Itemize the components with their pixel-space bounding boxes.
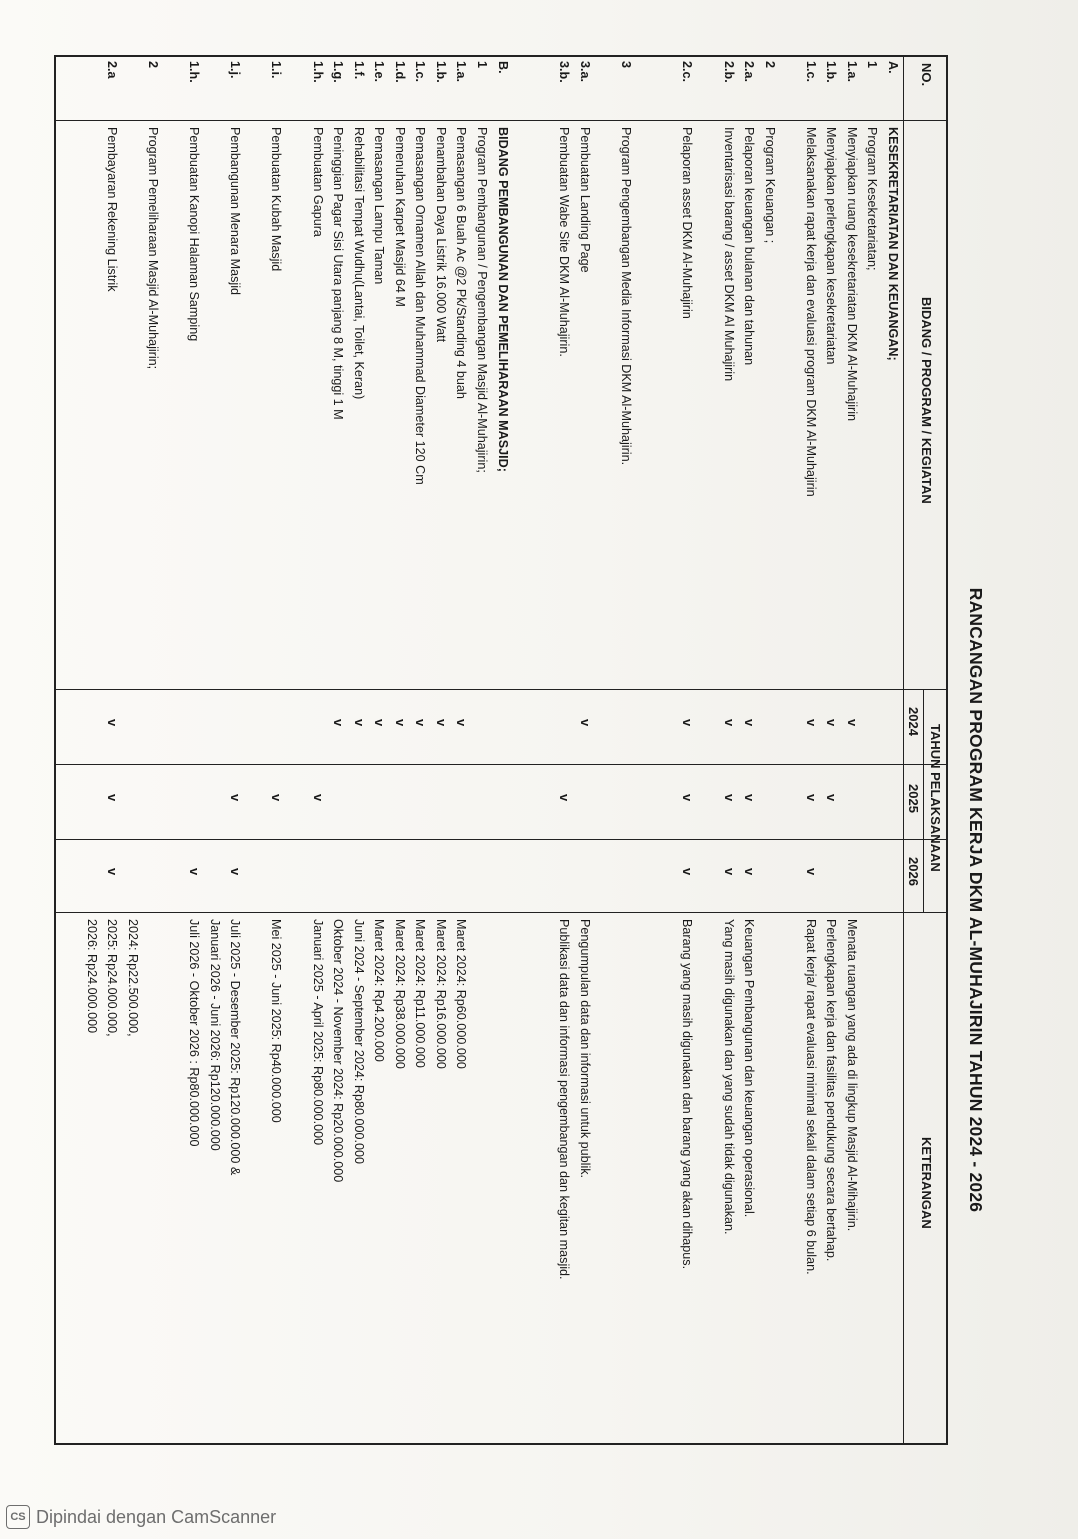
check-mark-icon: v xyxy=(557,794,573,802)
keterangan-note: Pengumpulan data dan informasi untuk publik. xyxy=(577,919,592,1179)
header-divider xyxy=(923,689,924,912)
keterangan-note: Perlengkapan kerja dan fasilitas pendukung secara bertahap. xyxy=(824,919,839,1262)
keterangan-note: Juli 2026 - Oktober 2026 : Rp80.000.000 xyxy=(187,919,202,1147)
keterangan-note: 2026: Rp24.000.000 xyxy=(84,919,99,1034)
row-number: 2.a. xyxy=(742,61,757,83)
keterangan-note: 2025: Rp24.000.000, xyxy=(105,919,120,1037)
program-item: Pembayaran Rekening Listrik xyxy=(105,127,120,292)
check-mark-icon: v xyxy=(310,794,326,802)
keterangan-note: Maret 2024: Rp4.200.000 xyxy=(372,919,387,1062)
check-mark-icon: v xyxy=(454,719,470,727)
program-table xyxy=(54,55,948,1445)
check-mark-icon: v xyxy=(824,719,840,727)
check-mark-icon: v xyxy=(372,719,388,727)
row-number: 3 xyxy=(618,61,633,69)
keterangan-note: Maret 2024: Rp38.000.000 xyxy=(392,919,407,1069)
program-item: Pembuatan Kubah Masjid xyxy=(269,127,284,272)
program-item: Pemenuhan Karpet Masjid 64 M xyxy=(392,127,407,307)
program-item: Pemasangan 6 Buah Ac @2 Pk/Standing 4 buah xyxy=(454,127,469,399)
keterangan-note: Oktober 2024 - November 2024: Rp20.000.000 xyxy=(331,919,346,1183)
program-item: Program Pembangunan / Pengembangan Masjid Al-Muhajirin; xyxy=(475,127,489,473)
row-number: 2 xyxy=(146,61,161,69)
row-number: 1.a. xyxy=(454,61,469,83)
check-mark-icon: v xyxy=(721,868,737,876)
col-divider xyxy=(56,839,946,840)
keterangan-note: Maret 2024: Rp60.000.000 xyxy=(454,919,469,1069)
row-number: 1.b. xyxy=(824,61,839,83)
check-mark-icon: v xyxy=(269,794,285,802)
scanner-text: Dipindai dengan CamScanner xyxy=(36,1506,277,1527)
check-mark-icon: v xyxy=(742,868,758,876)
row-number: 1 xyxy=(475,61,489,69)
check-mark-icon: v xyxy=(105,719,121,727)
program-item: KESEKRETARIATAN DAN KEUANGAN; xyxy=(886,127,900,361)
header-year-2025: 2025 xyxy=(906,784,921,813)
row-number: 1.c. xyxy=(803,61,818,83)
check-mark-icon: v xyxy=(844,719,860,727)
program-item: Program Kesekretariatan; xyxy=(865,127,880,271)
check-mark-icon: v xyxy=(824,794,840,802)
program-item: Peninggian Pagar Sisi Utara panjang 8 M, tinggi 1 M xyxy=(331,127,346,420)
check-mark-icon: v xyxy=(105,868,121,876)
check-mark-icon: v xyxy=(105,794,121,802)
row-number: 2.a xyxy=(105,61,120,79)
check-mark-icon: v xyxy=(721,794,737,802)
program-item: Program Pengembangan Media Informasi DKM Al-Muhajirin. xyxy=(618,127,633,466)
program-item: Pelaporan asset DKM Al-Muhajirin xyxy=(680,127,695,319)
col-divider xyxy=(56,689,946,690)
col-divider xyxy=(56,120,946,121)
keterangan-note: Januari 2026 - Juni 2026: Rp120.000.000 xyxy=(207,919,222,1151)
header-keterangan: KETERANGAN xyxy=(919,1137,934,1229)
row-number: 1.e. xyxy=(372,61,387,83)
program-item: Penambahan Daya Listrik 16.000 Watt xyxy=(433,127,448,343)
row-number: 1.j. xyxy=(228,61,243,79)
program-item: Pembuatan Wabe Site DKM Al-Muhajirin. xyxy=(557,127,572,357)
check-mark-icon: v xyxy=(721,719,737,727)
header-year-2026: 2026 xyxy=(906,857,921,886)
check-mark-icon: v xyxy=(187,868,203,876)
check-mark-icon: v xyxy=(742,719,758,727)
row-number: 1.f. xyxy=(351,61,366,80)
row-number: 1.b. xyxy=(433,61,448,83)
check-mark-icon: v xyxy=(577,719,593,727)
keterangan-note: Menata ruangan yang ada di lingkup Masjid Al-Mihajirin. xyxy=(844,919,859,1232)
check-mark-icon: v xyxy=(228,794,244,802)
program-item: Rehabilitasi Tempat Wudhu(Lantai, Toilet, Keran) xyxy=(351,127,366,400)
program-item: Pelaporan keuangan bulanan dan tahunan xyxy=(742,127,757,366)
row-number: 3.a. xyxy=(577,61,592,83)
keterangan-note: Juni 2024 - September 2024: Rp80.000.000 xyxy=(351,919,366,1165)
keterangan-note: Juli 2025 - Desember 2025: Rp120.000.000 & xyxy=(228,919,243,1176)
row-number: A. xyxy=(886,61,900,74)
row-number: 1 xyxy=(865,61,880,69)
header-tahun: TAHUN PELAKSANAAN xyxy=(928,724,943,872)
row-number: 1.g. xyxy=(331,61,346,83)
check-mark-icon: v xyxy=(331,719,347,727)
keterangan-note: Maret 2024: Rp16.000.000 xyxy=(433,919,448,1069)
header-no: NO. xyxy=(919,63,934,87)
keterangan-note: Januari 2025 - April 2025: Rp80.000.000 xyxy=(310,919,325,1146)
program-item: BIDANG PEMBANGUNAN DAN PEMELIHARAAN MASJID; xyxy=(495,127,510,472)
check-mark-icon: v xyxy=(433,719,449,727)
program-item: Pemasangan Ornamen Allah dan Muhammad Diameter 120 Cm xyxy=(413,127,428,485)
keterangan-note: 2024: Rp22.500.000, xyxy=(125,919,140,1037)
keterangan-note: Barang yang masih digunakan dan barang yang akan dihapus. xyxy=(680,919,695,1270)
program-item: Pembuatan Kanopi Halaman Samping xyxy=(187,127,202,342)
program-item: Program Keuangan ; xyxy=(762,127,777,244)
keterangan-note: Maret 2024: Rp11.000.000 xyxy=(413,919,428,1068)
program-item: Menyiapkan ruang kesekretariatan DKM Al-Muhajirin xyxy=(844,127,859,421)
row-number: B. xyxy=(495,61,510,74)
scanner-watermark xyxy=(6,1505,276,1529)
check-mark-icon: v xyxy=(392,719,408,727)
program-item: Program Pemeliharaan Masjid Al-Muhajirin; xyxy=(146,127,161,370)
check-mark-icon: v xyxy=(680,794,696,802)
check-mark-icon: v xyxy=(680,868,696,876)
row-number: 2.b. xyxy=(721,61,736,83)
check-mark-icon: v xyxy=(803,719,819,727)
program-item: Inventarisasi barang / asset DKM Al Muhajirin xyxy=(721,127,736,382)
col-divider xyxy=(56,912,946,913)
document-title: RANCANGAN PROGRAM KERJA DKM AL-MUHAJIRIN TAHUN 2024 - 2026 xyxy=(966,587,986,1213)
check-mark-icon: v xyxy=(680,719,696,727)
check-mark-icon: v xyxy=(803,794,819,802)
keterangan-note: Publikasi data dan informasi pengembangan dan kegitan masjid. xyxy=(557,919,572,1280)
program-item: Menyiapkan perlengkapan kesekretariatan xyxy=(824,127,839,365)
row-number: 3.b. xyxy=(557,61,572,83)
col-divider xyxy=(56,764,946,765)
header-year-2024: 2024 xyxy=(906,707,921,736)
row-number: 2.c. xyxy=(680,61,695,83)
row-number: 1.h. xyxy=(187,61,202,83)
row-number: 1.i. xyxy=(269,61,284,79)
keterangan-note: Rapat kerja/ rapat evaluasi minimal sekali dalam setiap 6 bulan. xyxy=(803,919,818,1275)
check-mark-icon: v xyxy=(803,868,819,876)
keterangan-note: Yang masih digunakan dan yang sudah tidak digunakan. xyxy=(721,919,736,1235)
check-mark-icon: v xyxy=(413,719,429,727)
program-item: Pembuatan Gapura xyxy=(310,127,325,237)
check-mark-icon: v xyxy=(351,719,367,727)
check-mark-icon: v xyxy=(228,868,244,876)
row-number: 1.c. xyxy=(413,61,428,83)
keterangan-note: Keuangan Pembangunan dan keuangan operasional. xyxy=(742,919,757,1218)
header-program: BIDANG / PROGRAM / KEGIATAN xyxy=(919,297,934,504)
row-number: 1.h. xyxy=(310,61,325,83)
program-item: Pembangunan Menara Masjid xyxy=(228,127,243,296)
program-item: Pembuatan Landing Page xyxy=(577,127,592,273)
header-bottom-line xyxy=(903,57,904,1443)
program-item: Pemasangan Lampu Taman xyxy=(372,127,387,285)
row-number: 2 xyxy=(762,61,777,69)
camscanner-logo-icon: CS xyxy=(6,1505,30,1529)
check-mark-icon: v xyxy=(742,794,758,802)
row-number: 1.d. xyxy=(392,61,407,83)
row-number: 1.a. xyxy=(844,61,859,83)
keterangan-note: Mei 2025 - Juni 2025: Rp40.000.000 xyxy=(269,919,284,1123)
program-item: Melaksanakan rapat kerja dan evaluasi program DKM Al-Muhajirin xyxy=(803,127,818,497)
